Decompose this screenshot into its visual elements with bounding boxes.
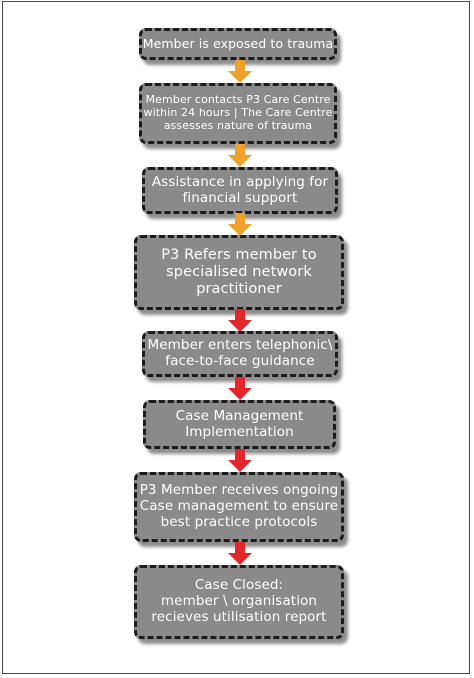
step-label: Case Management Implementation xyxy=(175,407,304,440)
step-telephonic-guidance xyxy=(142,331,338,377)
step-label: Assistance in applying for financial support xyxy=(151,173,329,206)
step-case-closed xyxy=(134,565,344,639)
arrow-orange-3 xyxy=(227,213,253,237)
arrow-orange-2 xyxy=(227,144,253,168)
arrow-red-3 xyxy=(227,449,253,473)
step-label: P3 Member receives ongoing Case management to ensure best practice protocols xyxy=(139,482,339,530)
step-label: Case Closed: member \ organisation recieves utilisation report xyxy=(151,577,327,625)
step-label: Member contacts P3 Care Centre within 24 hours | The Care Centre assesses nature of trauma xyxy=(143,93,333,132)
diagram-frame xyxy=(2,1,470,674)
arrow-red-4 xyxy=(227,542,253,566)
arrow-orange-1 xyxy=(227,60,253,84)
arrow-red-1 xyxy=(227,309,253,333)
step-label: Member enters telephonic\ face-to-face guidance xyxy=(147,337,333,369)
arrow-red-2 xyxy=(227,377,253,401)
step-label: Member is exposed to trauma xyxy=(142,35,334,51)
step-ongoing-case-management xyxy=(134,472,344,542)
step-case-management xyxy=(143,400,336,449)
step-exposed-to-trauma xyxy=(139,28,337,60)
step-refers-practitioner xyxy=(134,235,344,310)
step-label: P3 Refers member to specialised network practitioner xyxy=(161,246,317,298)
step-contacts-care-centre xyxy=(139,83,337,144)
step-financial-support xyxy=(142,167,338,214)
